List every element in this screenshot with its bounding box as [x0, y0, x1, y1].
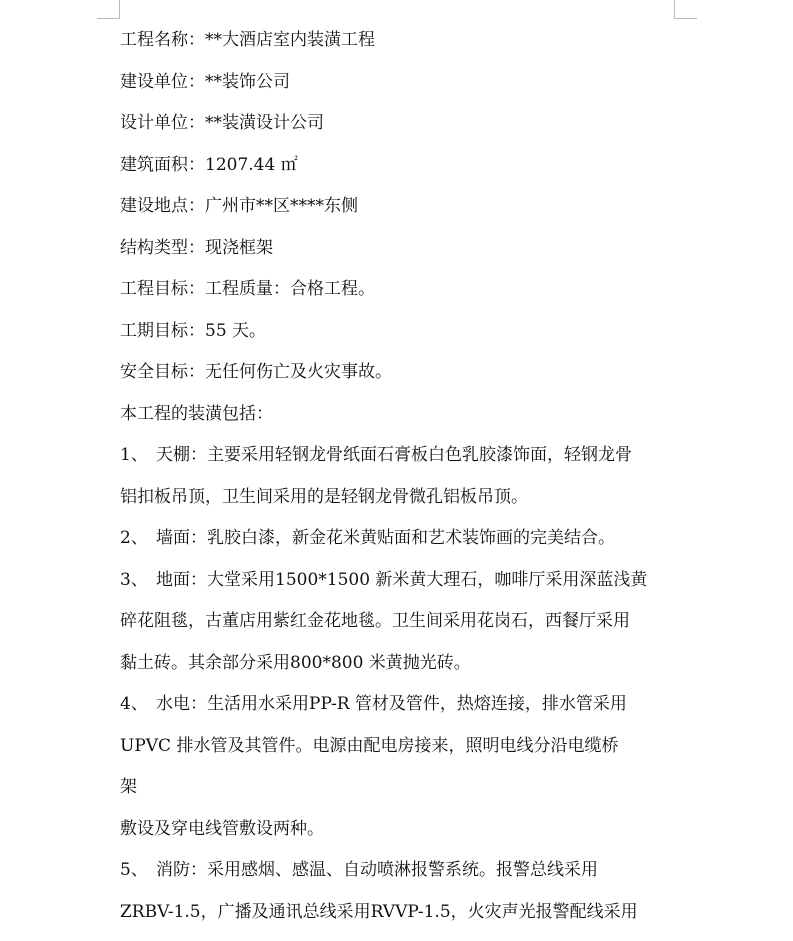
list-item-ceiling-cont: 铝扣板吊顶，卫生间采用的是轻钢龙骨微孔铝板吊顶。 [120, 486, 528, 507]
list-item-plumbing [120, 688, 680, 730]
item-text: 墙面：乳胶白漆，新金花米黄贴面和艺术装饰画的完美结合。 [156, 528, 615, 548]
list-item-ceiling [120, 439, 680, 481]
item-text: 消防：采用感烟、感温、自动喷淋报警系统。报警总线采用 [156, 860, 598, 880]
item-number: 4、 [120, 694, 148, 714]
item-number: 5、 [120, 860, 148, 880]
design-unit: 设计单位：**装潢设计公司 [120, 113, 324, 133]
construction-location: 建设地点：广州市**区****东侧 [120, 196, 358, 216]
schedule-goal: 工期目标：55 天。 [120, 320, 267, 341]
list-item-plumbing-cont-3: 敷设及穿电线管敷设两种。 [120, 818, 324, 839]
item-number: 3、 [120, 569, 148, 590]
builder-unit: 建设单位：**装饰公司 [120, 71, 290, 92]
building-area: 建筑面积：1207.44 ㎡ [120, 154, 298, 175]
list-item-wall [120, 522, 680, 564]
list-item-floor-cont-1: 碎花阻毯，古董店用紫红金花地毯。卫生间采用花岗石，西餐厅采用 [120, 611, 630, 631]
list-item-fire [120, 854, 680, 896]
list-item-fire-cont: ZRBV-1.5，广播及通讯总线采用RVVP-1.5，火灾声光报警配线采用 [120, 901, 638, 922]
structure-type: 结构类型：现浇框架 [120, 237, 273, 258]
list-item-plumbing-cont-2: 架 [120, 777, 137, 797]
item-text: 水电：生活用水采用PP-R 管材及管件，热熔连接，排水管采用 [156, 694, 627, 714]
crop-mark-top-left [97, 0, 120, 19]
list-item-plumbing-cont-1: UPVC 排水管及其管件。电源由配电房接来，照明电线分沿电缆桥 [120, 735, 619, 756]
project-name: 工程名称：**大酒店室内装潢工程 [120, 30, 375, 50]
safety-goal: 安全目标：无任何伤亡及火灾事故。 [120, 362, 392, 382]
item-text: 天棚：主要采用轻钢龙骨纸面石膏板白色乳胶漆饰面，轻钢龙骨 [156, 445, 632, 465]
item-number: 2、 [120, 528, 148, 548]
crop-mark-top-right [674, 0, 697, 19]
scope-heading: 本工程的装潢包括： [120, 403, 273, 424]
document-body [120, 24, 680, 937]
item-number: 1、 [120, 445, 148, 465]
item-text: 地面：大堂采用1500*1500 新米黄大理石，咖啡厅采用深蓝浅黄 [156, 569, 648, 590]
list-item-floor-cont-2: 黏土砖。其余部分采用800*800 米黄抛光砖。 [120, 652, 471, 673]
project-goal: 工程目标：工程质量：合格工程。 [120, 279, 375, 299]
list-item-floor [120, 564, 680, 606]
